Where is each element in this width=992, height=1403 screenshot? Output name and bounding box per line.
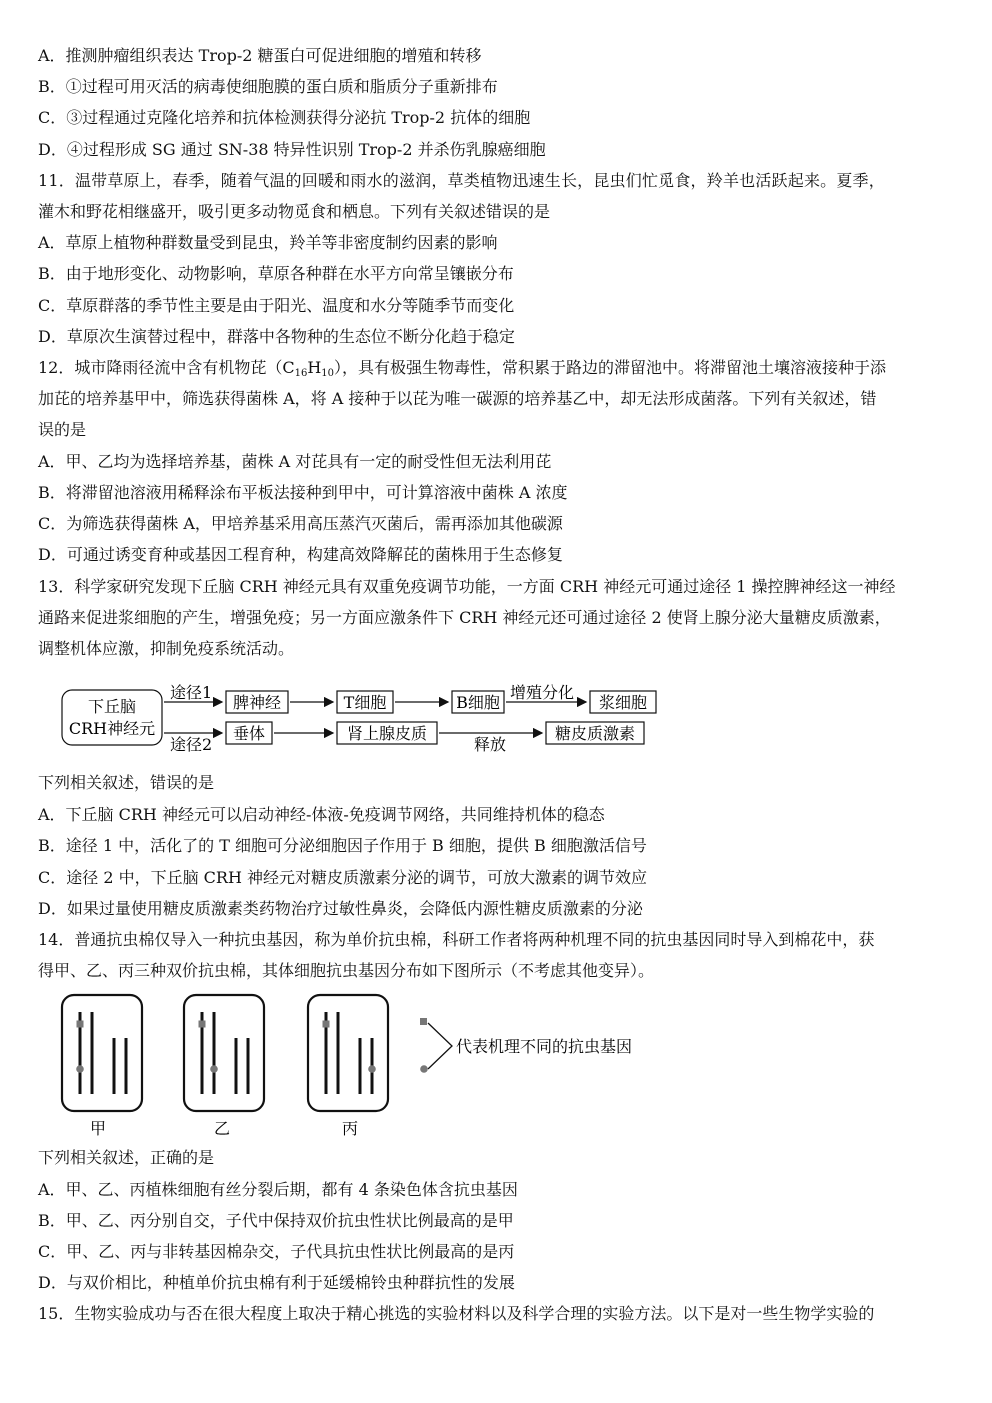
q14-option-a: A．甲、乙、丙植株细胞有丝分裂后期，都有 4 条染色体含抗虫基因 <box>38 1180 518 1199</box>
chromosome-figure <box>0 990 720 1140</box>
q11-option-c: C．草原群落的季节性主要是由于阳光、温度和水分等随季节而变化 <box>38 296 515 315</box>
cell-bing-outline <box>308 995 388 1111</box>
legend-circle-icon <box>420 1065 428 1073</box>
q14-stem-line1: 14．普通抗虫棉仅导入一种抗虫基因，称为单价抗虫棉，科研工作者将两种机理不同的抗虫基因同时导入到棉花中，获 <box>38 930 875 949</box>
path2-label: 途径2 <box>170 735 213 754</box>
q14-question: 下列相关叙述，正确的是 <box>38 1148 215 1167</box>
cell-bing-label: 丙 <box>341 1119 359 1138</box>
q14-stem-line2: 得甲、乙、丙三种双价抗虫棉，其体细胞抗虫基因分布如下图所示（不考虑其他变异）。 <box>38 961 655 980</box>
cell-yi-outline <box>184 995 264 1111</box>
q13-question: 下列相关叙述，错误的是 <box>38 773 215 792</box>
plasma-cell-label: 浆细胞 <box>598 693 648 712</box>
gene-marker-circle <box>368 1065 376 1073</box>
legend-square-icon <box>420 1018 427 1025</box>
q11-stem-line1: 11．温带草原上，春季，随着气温的回暖和雨水的滋润，草类植物迅速生长，昆虫们忙觅食，羚羊也活跃起来。夏季， <box>38 171 885 190</box>
cell-yi-label: 乙 <box>213 1119 231 1138</box>
q12-stem-line2: 加芘的培养基甲中，筛选获得菌株 A，将 A 接种于以芘为唯一碳源的培养基乙中，却无法形成菌落。下列有关叙述，错 <box>38 389 877 408</box>
legend-bracket <box>428 1023 452 1069</box>
release-label: 释放 <box>473 735 507 754</box>
crh-neuron-label-line2: CRH神经元 <box>68 719 156 738</box>
b-cell-label: B细胞 <box>456 693 500 712</box>
q13-stem-line3: 调整机体应激，抑制免疫系统活动。 <box>38 639 295 658</box>
q12-option-c: C．为筛选获得菌株 A，甲培养基采用高压蒸汽灭菌后，需再添加其他碳源 <box>38 514 563 533</box>
q11-option-a: A．草原上植物种群数量受到昆虫，羚羊等非密度制约因素的影响 <box>38 233 498 252</box>
cell-jia <box>62 995 142 1138</box>
q10-option-c: C．③过程通过克隆化培养和抗体检测获得分泌抗 Trop-2 抗体的细胞 <box>38 108 531 127</box>
q12-formula-h: H <box>307 358 322 377</box>
cell-bing <box>308 995 388 1138</box>
path1-label: 途径1 <box>170 683 213 702</box>
glucocorticoid-label: 糖皮质激素 <box>554 724 636 743</box>
q11-option-d: D．草原次生演替过程中，群落中各物种的生态位不断分化趋于稳定 <box>38 327 515 346</box>
q13-option-c: C．途径 2 中，下丘脑 CRH 神经元对糖皮质激素分泌的调节，可放大激素的调节效应 <box>38 868 648 887</box>
t-cell-label: T细胞 <box>343 693 387 712</box>
q13-stem-line2: 通路来促进浆细胞的产生，增强免疫；另一方面应激条件下 CRH 神经元还可通过途径 2 使肾上腺分泌大量糖皮质激素， <box>38 608 891 627</box>
q13-stem-line1: 13．科学家研究发现下丘脑 CRH 神经元具有双重免疫调节功能，一方面 CRH 神经元可通过途径 1 操控脾神经这一神经 <box>38 577 896 596</box>
q10-option-d: D．④过程形成 SG 通过 SN-38 特异性识别 Trop-2 并杀伤乳腺癌细胞 <box>38 140 546 159</box>
q11-stem-line2: 灌木和野花相继盛开，吸引更多动物觅食和栖息。下列有关叙述错误的是 <box>38 202 551 221</box>
q12-option-b: B．将滞留池溶液用稀释涂布平板法接种到甲中，可计算溶液中菌株 A 浓度 <box>38 483 568 502</box>
q11-option-b: B．由于地形变化、动物影响，草原各种群在水平方向常呈镶嵌分布 <box>38 264 514 283</box>
gene-marker-circle <box>76 1065 84 1073</box>
q13-option-a: A．下丘脑 CRH 神经元可以启动神经-体液-免疫调节网络，共同维持机体的稳态 <box>38 805 605 824</box>
q12-stem-line1 <box>38 358 886 384</box>
q12-subscript-16: 16 <box>294 368 308 379</box>
q14-option-d: D．与双价相比，种植单价抗虫棉有利于延缓棉铃虫种群抗性的发展 <box>38 1273 515 1292</box>
q13-option-d: D．如果过量使用糖皮质激素类药物治疗过敏性鼻炎，会降低内源性糖皮质激素的分泌 <box>38 899 643 918</box>
cell-jia-outline <box>62 995 142 1111</box>
crh-neuron-label-line1: 下丘脑 <box>87 697 137 716</box>
q12-stem-part-a: 12．城市降雨径流中含有机物芘（C <box>38 358 295 377</box>
q14-option-c: C．甲、乙、丙与非转基因棉杂交，子代具抗虫性状比例最高的是丙 <box>38 1242 515 1261</box>
proliferate-label: 增殖分化 <box>509 683 575 702</box>
gene-marker-square <box>199 1021 206 1028</box>
q15-stem-line1: 15．生物实验成功与否在很大程度上取决于精心挑选的实验材料以及科学合理的实验方法。以下是对一些生物学实验的 <box>38 1304 875 1323</box>
q12-option-d: D．可通过诱变育种或基因工程育种，构建高效降解芘的菌株用于生态修复 <box>38 545 563 564</box>
q14-option-b: B．甲、乙、丙分别自交，子代中保持双价抗虫性状比例最高的是甲 <box>38 1211 514 1230</box>
q10-option-b: B．①过程可用灭活的病毒使细胞膜的蛋白质和脂质分子重新排布 <box>38 77 498 96</box>
cell-jia-label: 甲 <box>89 1119 107 1138</box>
gene-marker-square <box>77 1021 84 1028</box>
q12-subscript-10: 10 <box>321 368 335 379</box>
q12-stem-part-b: ），具有极强生物毒性，常积累于路边的滞留池中。将滞留池土壤溶液接种于添 <box>334 358 887 377</box>
q12-stem-line3: 误的是 <box>38 420 87 439</box>
gene-marker-square <box>323 1021 330 1028</box>
pituitary-label: 垂体 <box>232 724 266 743</box>
legend-label: 代表机理不同的抗虫基因 <box>456 1037 633 1056</box>
gene-legend <box>420 1018 632 1073</box>
spleen-nerve-label: 脾神经 <box>232 693 282 712</box>
crh-pathway-diagram <box>0 676 700 762</box>
gene-marker-circle <box>210 1065 218 1073</box>
q13-option-b: B．途径 1 中，活化了的 T 细胞可分泌细胞因子作用于 B 细胞，提供 B 细胞激活信号 <box>38 836 647 855</box>
cell-yi <box>184 995 264 1138</box>
q12-option-a: A．甲、乙均为选择培养基，菌株 A 对芘具有一定的耐受性但无法利用芘 <box>38 452 552 471</box>
adrenal-cortex-label: 肾上腺皮质 <box>346 724 428 743</box>
q10-option-a: A．推测肿瘤组织表达 Trop-2 糖蛋白可促进细胞的增殖和转移 <box>38 46 482 65</box>
